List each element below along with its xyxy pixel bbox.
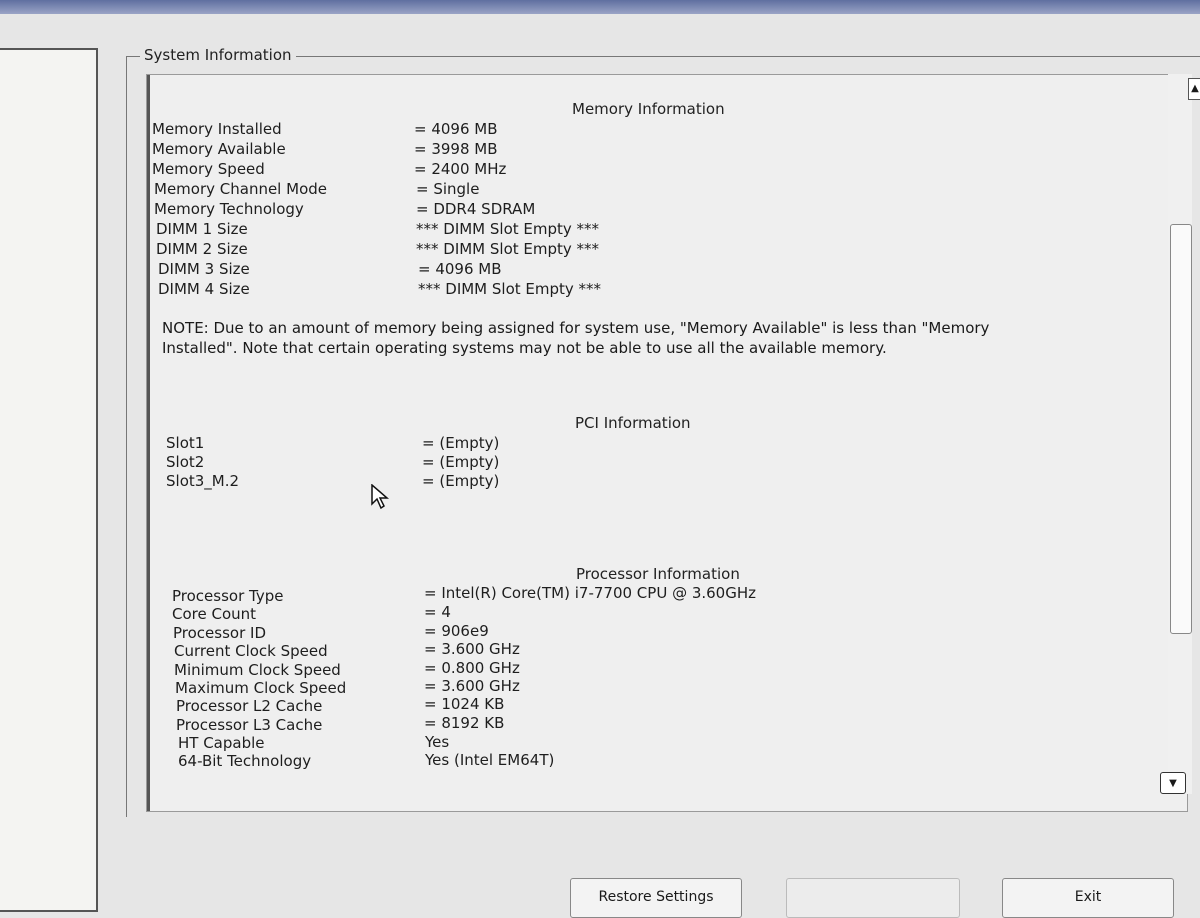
vertical-scrollbar[interactable] xyxy=(1168,74,1192,794)
scroll-thumb[interactable] xyxy=(1170,224,1192,634)
row-value: = 3.600 GHz xyxy=(424,640,520,658)
row-label: Memory Technology xyxy=(154,200,304,218)
chevron-down-icon: ▼ xyxy=(1169,777,1177,789)
row-label: Minimum Clock Speed xyxy=(174,661,341,679)
processor-section-title: Processor Information xyxy=(576,565,740,583)
row-label: DIMM 3 Size xyxy=(158,260,250,278)
row-value: = 3998 MB xyxy=(414,140,498,158)
row-label: DIMM 2 Size xyxy=(156,240,248,258)
disabled-button xyxy=(786,878,960,918)
row-value: Yes xyxy=(425,733,450,751)
row-value: = 8192 KB xyxy=(424,714,505,732)
row-value: = 0.800 GHz xyxy=(424,659,520,677)
scroll-up-icon[interactable]: ▲ xyxy=(1188,78,1200,100)
memory-row xyxy=(158,260,250,278)
row-label: Processor L3 Cache xyxy=(176,716,323,734)
scroll-down-button[interactable] xyxy=(1160,772,1186,794)
row-label: Memory Channel Mode xyxy=(154,180,327,198)
pci-section-title: PCI Information xyxy=(575,414,691,432)
row-value: *** DIMM Slot Empty *** xyxy=(418,280,602,298)
row-label: Maximum Clock Speed xyxy=(175,679,347,697)
pci-row xyxy=(166,453,204,471)
row-label: Slot3_M.2 xyxy=(166,472,240,490)
title-bar xyxy=(0,0,1200,14)
row-value: *** DIMM Slot Empty *** xyxy=(416,240,600,258)
row-value: = (Empty) xyxy=(422,434,500,452)
processor-row xyxy=(175,679,346,697)
row-value: = Single xyxy=(416,180,480,198)
row-label: Memory Speed xyxy=(152,160,265,178)
row-label: Memory Installed xyxy=(152,120,282,138)
memory-row xyxy=(156,240,248,258)
pci-row xyxy=(166,434,204,452)
pci-row xyxy=(166,472,239,490)
restore-settings-button[interactable]: Restore Settings xyxy=(570,878,742,918)
row-value: = DDR4 SDRAM xyxy=(416,200,536,218)
row-value: = (Empty) xyxy=(422,453,500,471)
processor-row xyxy=(172,587,283,605)
row-value: = 906e9 xyxy=(424,622,489,640)
row-label: DIMM 1 Size xyxy=(156,220,248,238)
row-label: Slot2 xyxy=(166,453,205,471)
processor-row xyxy=(172,605,256,623)
processor-row xyxy=(173,624,266,642)
row-label: Processor ID xyxy=(173,624,266,642)
memory-note: NOTE: Due to an amount of memory being assigned for system use, "Memory Available" is less than "Memory Installed". Note that certain operating systems may not be able to use all the available memory. xyxy=(162,319,990,357)
memory-row xyxy=(156,220,248,238)
processor-row xyxy=(174,642,328,660)
row-value: *** DIMM Slot Empty *** xyxy=(416,220,600,238)
row-value: = Intel(R) Core(TM) i7-7700 CPU @ 3.60GHz xyxy=(424,584,757,602)
row-label: DIMM 4 Size xyxy=(158,280,250,298)
settings-tree-panel[interactable] xyxy=(0,48,98,912)
row-label: Processor Type xyxy=(172,587,284,605)
processor-row xyxy=(178,752,311,770)
processor-row xyxy=(174,661,341,679)
mouse-cursor-icon xyxy=(370,484,390,510)
row-label: HT Capable xyxy=(178,734,265,752)
row-value: = (Empty) xyxy=(422,472,500,490)
row-label: 64-Bit Technology xyxy=(178,752,312,770)
exit-button[interactable]: Exit xyxy=(1002,878,1174,918)
memory-row xyxy=(152,140,286,158)
memory-row xyxy=(152,120,282,138)
row-value: = 1024 KB xyxy=(424,695,505,713)
memory-row xyxy=(158,280,250,298)
row-label: Core Count xyxy=(172,605,257,623)
processor-row xyxy=(176,697,322,715)
memory-row xyxy=(152,160,265,178)
group-title: System Information xyxy=(140,46,296,64)
row-label: Processor L2 Cache xyxy=(176,697,323,715)
row-value: = 4096 MB xyxy=(418,260,502,278)
row-label: Slot1 xyxy=(166,434,205,452)
row-value: = 2400 MHz xyxy=(414,160,507,178)
row-value: Yes (Intel EM64T) xyxy=(425,751,555,769)
memory-section-title: Memory Information xyxy=(572,100,725,118)
panel-left-rule xyxy=(147,75,151,811)
row-value: = 3.600 GHz xyxy=(424,677,520,695)
processor-row xyxy=(178,734,265,752)
row-label: Memory Available xyxy=(152,140,286,158)
memory-row xyxy=(154,200,304,218)
row-value: = 4 xyxy=(424,603,451,621)
row-label: Current Clock Speed xyxy=(174,642,328,660)
memory-row xyxy=(154,180,327,198)
processor-row xyxy=(176,716,322,734)
row-value: = 4096 MB xyxy=(414,120,498,138)
